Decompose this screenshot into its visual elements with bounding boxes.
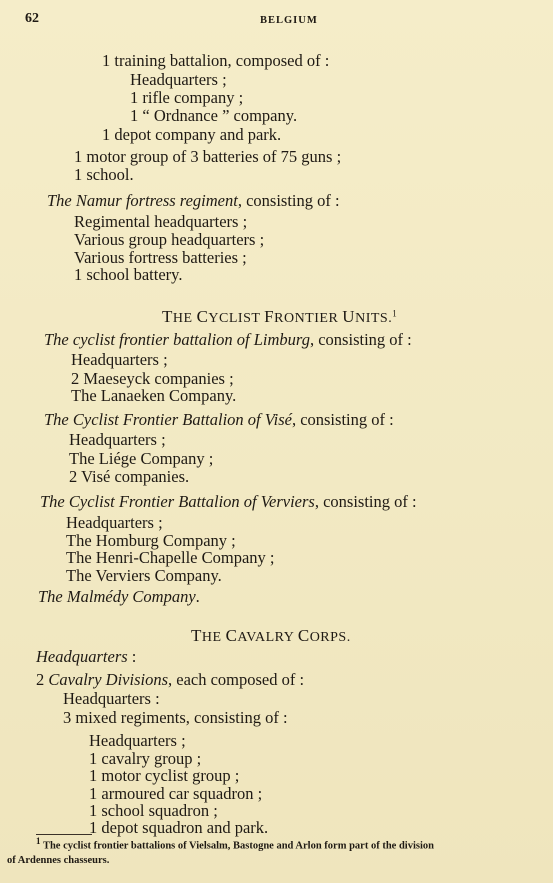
text-line: 1 school. xyxy=(74,165,134,184)
text-line xyxy=(47,193,340,210)
text-line: 1 armoured car squadron ; xyxy=(89,784,263,803)
text-line: The Henri-Chapelle Company ; xyxy=(66,548,275,567)
text-span: : xyxy=(127,647,137,666)
italic-text: The Cyclist Frontier Battalion of Visé xyxy=(44,410,292,429)
text-line: Headquarters : xyxy=(63,689,160,708)
text-line: Headquarters ; xyxy=(69,430,166,449)
text-line: 2 Visé companies. xyxy=(69,467,190,486)
text-line: Headquarters ; xyxy=(71,350,168,369)
text-line: 1 cavalry group ; xyxy=(89,749,202,768)
italic-text: The Cyclist Frontier Battalion of Verviers xyxy=(40,492,315,511)
text-line: The Homburg Company ; xyxy=(66,531,236,550)
text-line: Various group headquarters ; xyxy=(74,230,265,249)
footnote-reference: 1 xyxy=(392,308,398,319)
text-line: Headquarters ; xyxy=(66,513,163,532)
text-line: 1 motor cyclist group ; xyxy=(89,766,240,785)
text-line: 1 depot squadron and park. xyxy=(89,818,269,837)
text-line xyxy=(44,332,412,349)
text-span: . xyxy=(195,587,200,606)
footnote-marker: 1 xyxy=(36,836,41,846)
text-line: The Lanaeken Company. xyxy=(71,386,237,405)
italic-text: The Namur fortress regiment xyxy=(47,191,238,210)
text-line: 3 mixed regiments, consisting of : xyxy=(63,708,288,727)
text-span: , consisting of : xyxy=(291,410,394,429)
text-line xyxy=(36,672,304,689)
text-line xyxy=(44,412,394,429)
italic-text: The Malmédy Company xyxy=(38,587,196,606)
footnote-text-1: The cyclist frontier battalions of Vielsalm, Bastogne and Arlon form part of the division xyxy=(42,840,434,852)
footnote-rule xyxy=(36,834,92,835)
running-title: BELGIUM xyxy=(260,15,318,26)
text-line: The Verviers Company. xyxy=(66,566,222,585)
italic-text: Cavalry Divisions xyxy=(48,670,168,689)
page-number: 62 xyxy=(25,11,39,26)
text-span: 2 xyxy=(36,670,49,689)
text-line: 1 motor group of 3 batteries of 75 guns ; xyxy=(74,147,342,166)
text-span: , each composed of : xyxy=(168,670,305,689)
text-span: , consisting of : xyxy=(237,191,340,210)
text-line: Regimental headquarters ; xyxy=(74,212,248,231)
text-line: 1 school squadron ; xyxy=(89,801,218,820)
text-line xyxy=(36,649,136,666)
text-line: 1 “ Ordnance ” company. xyxy=(130,106,298,125)
footnote-line-1 xyxy=(36,836,434,852)
text-line: 2 Maeseyck companies ; xyxy=(71,369,234,388)
text-line: 1 depot company and park. xyxy=(102,125,282,144)
footnote-line-2: of Ardennes chasseurs. xyxy=(7,855,110,866)
text-line: The Liége Company ; xyxy=(69,449,214,468)
section-heading: THE CYCLIST FRONTIER UNITS.$^1$ xyxy=(162,307,398,326)
text-line: 1 rifle company ; xyxy=(130,88,244,107)
text-line: Various fortress batteries ; xyxy=(74,248,247,267)
text-line: Headquarters ; xyxy=(89,731,186,750)
text-line xyxy=(38,589,200,606)
text-line: 1 school battery. xyxy=(74,265,183,284)
text-span: , consisting of : xyxy=(314,492,417,511)
italic-text: Headquarters xyxy=(36,647,128,666)
text-line: 1 training battalion, composed of : xyxy=(102,51,330,70)
text-line xyxy=(40,494,417,511)
section-heading: THE CAVALRY CORPS. xyxy=(191,626,351,645)
text-span: , consisting of : xyxy=(309,330,412,349)
italic-text: The cyclist frontier battalion of Limburg xyxy=(44,330,310,349)
text-line: Headquarters ; xyxy=(130,70,227,89)
